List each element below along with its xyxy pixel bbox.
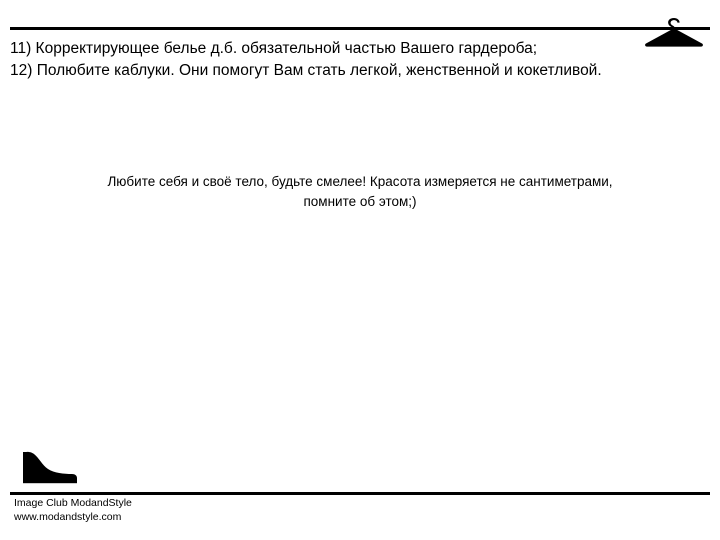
high-heel-shoe-icon <box>18 447 80 487</box>
footer-brand: Image Club ModandStyle <box>14 497 132 509</box>
center-note <box>40 172 680 211</box>
bullet-list <box>10 38 712 82</box>
bullet-item-11: 11) Корректирующее белье д.б. обязательной частью Вашего гардероба; <box>10 40 538 57</box>
center-note-line-1: Любите себя и своё тело, будьте смелее! Красота измеряется не сантиметрами, <box>107 174 613 189</box>
bullet-item-12: 12) Полюбите каблуки. Они помогут Вам стать легкой, женственной и кокетливой. <box>10 62 602 79</box>
bottom-divider <box>10 492 710 495</box>
top-divider <box>10 27 710 30</box>
footer-website: www.modandstyle.com <box>14 511 122 524</box>
center-note-line-2: помните об этом;) <box>303 193 417 209</box>
footer <box>14 496 132 524</box>
